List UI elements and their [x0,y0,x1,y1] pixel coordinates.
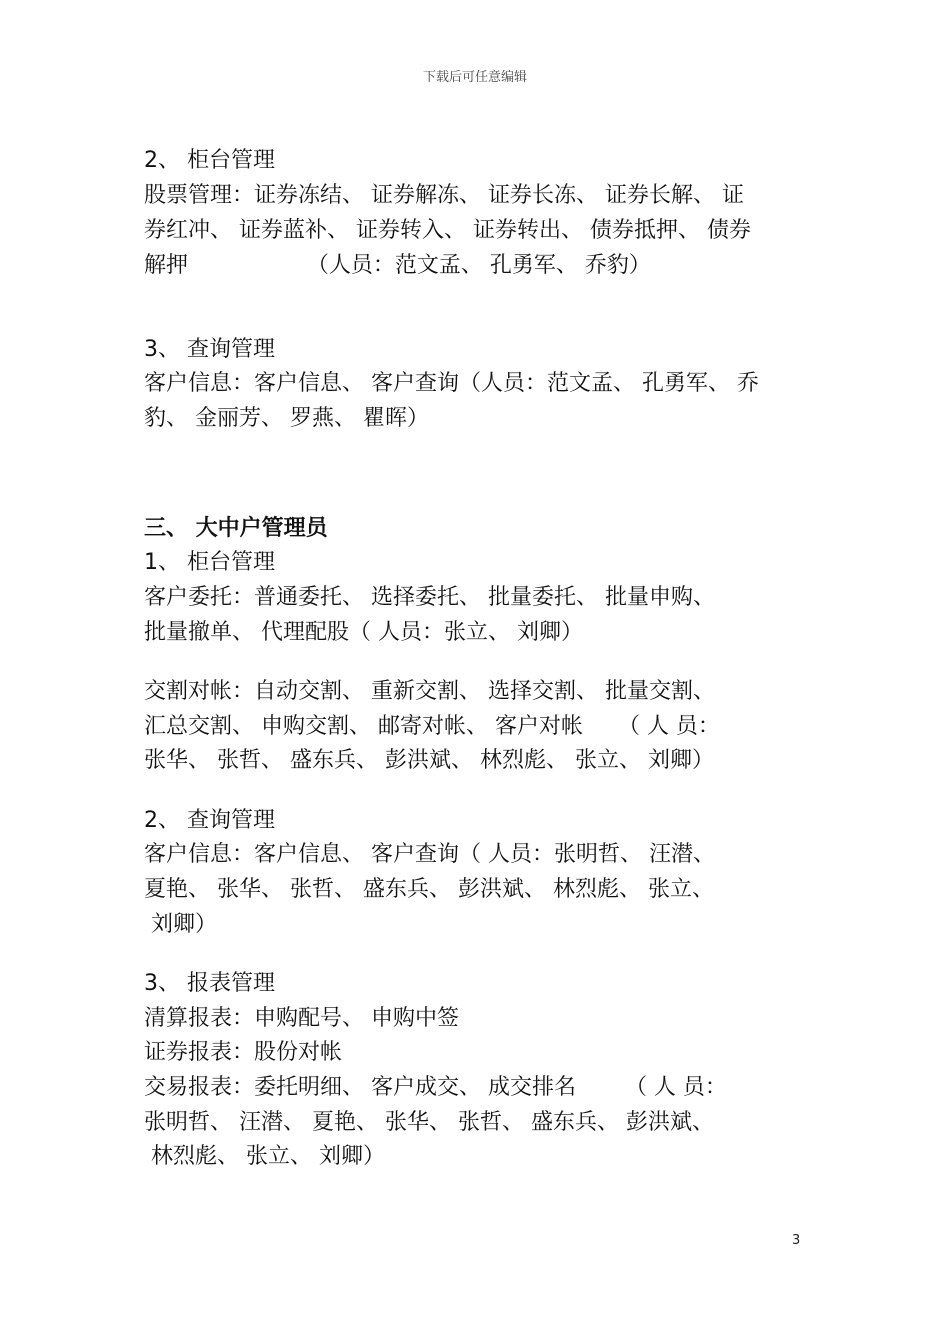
paragraph-line: 汇总交割、 申购交割、 邮寄对帐、 客户对帐 （ 人 员： [144,714,720,739]
paragraph-line: 林烈彪、 张立、 刘卿） [144,1144,385,1169]
paragraph-line: 清算报表：申购配号、 申购中签 [144,1006,459,1031]
paragraph-line: 豹、 金丽芳、 罗燕、 瞿晖） [144,406,429,431]
paragraph-line: 夏艳、 张华、 张哲、 盛东兵、 彭洪斌、 林烈彪、 张立、 [144,877,714,902]
paragraph-line: 张明哲、 汪潜、 夏艳、 张华、 张哲、 盛东兵、 彭洪斌、 [144,1110,714,1135]
paragraph-line: 交割对帐：自动交割、 重新交割、 选择交割、 批量交割、 [144,679,715,704]
paragraph-line: 证券报表：股份对帐 [144,1040,343,1065]
chapter-heading: 三、 大中户管理员 [144,516,328,541]
paragraph-line: 解押 （人员：范文孟、 孔勇军、 乔豹） [144,253,651,278]
paragraph-line: 客户信息：客户信息、 客户查询（ 人员：张明哲、 汪潜、 [144,842,715,867]
paragraph-line: 客户信息：客户信息、 客户查询（人员：范文孟、 孔勇军、 乔 [144,371,759,396]
section-heading-counter: 2、 柜台管理 [144,148,275,173]
section-heading-query: 3、 查询管理 [144,337,275,362]
paragraph-line: 张华、 张哲、 盛东兵、 彭洪斌、 林烈彪、 张立、 刘卿） [144,748,714,773]
paragraph-line: 交易报表：委托明细、 客户成交、 成交排名 （ 人 员： [144,1075,727,1100]
paragraph-line: 股票管理：证券冻结、 证券解冻、 证券长冻、 证券长解、 证 [144,183,744,208]
section-heading-query: 2、 查询管理 [144,808,275,833]
section-heading-report: 3、 报表管理 [144,971,275,996]
paragraph-line: 刘卿） [144,912,217,937]
paragraph-line: 客户委托：普通委托、 选择委托、 批量委托、 批量申购、 [144,585,715,610]
paragraph-line: 批量撤单、 代理配股（ 人员：张立、 刘卿） [144,620,583,645]
page-header: 下载后可任意编辑 [422,70,527,85]
section-heading-counter: 1、 柜台管理 [144,550,275,575]
paragraph-line: 券红冲、 证券蓝补、 证券转入、 证券转出、 债券抵押、 债券 [144,218,751,243]
page-number: 3 [792,1233,801,1248]
